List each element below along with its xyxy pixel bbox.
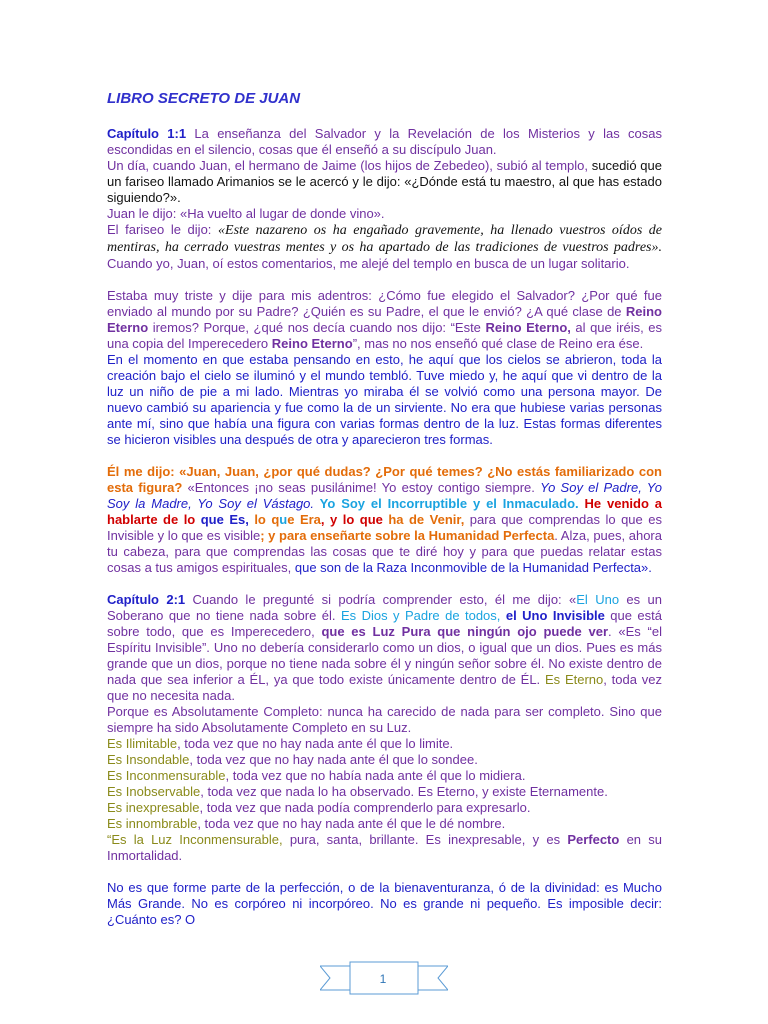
document-body: [107, 126, 662, 928]
emphasis-span: ; y para enseñarte sobre la Humanidad Perfecta: [260, 528, 555, 543]
emphasis-span: , y lo que: [320, 512, 383, 527]
text-span: , toda vez que no había nada ante él que lo midiera.: [225, 768, 526, 783]
paragraph-2: [107, 288, 662, 448]
emphasis-span: Reino Eterno,: [485, 320, 571, 335]
text-span: Juan le dijo: «Ha vuelto al lugar de donde vino».: [107, 206, 385, 221]
emphasis-span: que Es,: [195, 512, 249, 527]
text-span: ”, mas no nos enseñó qué clase de Reino era ése.: [352, 336, 644, 351]
text-span: Es Inobservable: [107, 784, 201, 799]
text-span: “Es la Luz Inconmensurable,: [107, 832, 283, 847]
chapter-heading: Capítulo 1:1: [107, 126, 187, 141]
text-span: , toda vez que no hay nada ante él que le dé nombre.: [197, 816, 506, 831]
text-span: Es Dios y Padre de todos,: [340, 608, 501, 623]
quote-span: «Este nazareno os ha engañado gravemente, ha llenado vuestros oídos de mentiras, ha cerrado vuestras mentes y os ha apartado de las tradiciones de vuestros padres».: [107, 223, 662, 255]
text-span: que son de la Raza Inconmovible de la Humanidad Perfecta».: [291, 560, 652, 575]
text-span: Cuando le pregunté si podría comprender esto, él me dijo: «: [185, 592, 577, 607]
text-span: pura, santa, brillante. Es inexpresable, y es: [282, 832, 568, 847]
text-span: sucedió que un fariseo llamado Arimanios se le acercó y le dijo: «¿Dónde está tu maestro, al que has estado siguiendo?».: [107, 158, 662, 205]
chapter-heading: Capítulo 2:1: [107, 592, 186, 607]
emphasis-span: ha de Venir,: [382, 512, 465, 527]
text-span: Es inexpresable: [107, 800, 200, 815]
text-span: . «Es “el Espíritu Invisible”. Uno no debería considerarlo como un dios, o igual que un dios. Pues es más grande que un dios, porque no tiene nada sobre él y ningún señor sobre él. No existe dentro de nada que sea inferior a ÉL, ya que todo existe únicamente dentro de ÉL.: [107, 624, 662, 687]
emphasis-span: lo q: [248, 512, 280, 527]
text-span: . Alza, pues, ahora tu cabeza, para que comprendas las cosas que te diré hoy y para que puedas relatar estas cosas a tus amigos espirituales,: [107, 528, 662, 575]
document-title: LIBRO SECRETO DE JUAN: [107, 90, 301, 107]
text-span: al que iréis, es una copia del Imperecedero: [107, 320, 662, 351]
text-span: que está sobre todo, que es Imperecedero,: [107, 608, 662, 639]
text-span: No es que forme parte de la perfección, o de la bienaventuranza, ó de la divinidad: es Mucho Más Grande. No es corpóreo ni incorpóreo. No es grande ni pequeño. Es imposible decir: ¿Cuánto es? O: [107, 880, 662, 927]
text-span: Estaba muy triste y dije para mis adentros: ¿Cómo fue elegido el Salvador? ¿Por qué fue enviado al mundo por su Padre? ¿Quién es su Padre, el que le envió? ¿A qué clase de: [107, 288, 662, 319]
text-span: , toda vez que no necesita nada.: [107, 672, 662, 703]
text-span: Es Insondable: [107, 752, 190, 767]
paragraph-1: [107, 126, 662, 272]
emphasis-span: el Uno Invisible: [500, 608, 605, 623]
text-span: Es innombrable: [107, 816, 198, 831]
text-span: iremos? Porque, ¿qué nos decía cuando nos dijo: “Este: [148, 320, 486, 335]
emphasis-span: Yo Soy el Incorruptible y el Inmaculado.: [314, 496, 579, 511]
text-span: , toda vez que nada lo ha observado. Es Eterno, y existe Eternamente.: [200, 784, 608, 799]
text-span: en su Inmortalidad.: [107, 832, 662, 863]
emphasis-span: Él me dijo: «Juan, Juan, ¿por qué dudas? ¿Por qué temes? ¿No estás familiarizado con esta figura?: [107, 464, 662, 495]
text-span: Yo Soy el Padre, Yo Soy la Madre, Yo Soy el Vástago.: [107, 480, 662, 511]
text-span: Un día, cuando Juan, el hermano de Jaime (los hijos de Zebedeo), subió al templo,: [107, 158, 588, 173]
text-span: En el momento en que estaba pensando en esto, he aquí que los cielos se abrieron, toda la creación bajo el cielo se iluminó y el mundo tembló. Tuve miedo y, he aquí que vi dentro de la luz un niño de pie a mi lado. Mientras yo miraba él se volvió como una persona mayor. De nuevo cambió su apariencia y fue como la de un sirviente. No era que hubiese varias personas ante mí, sino que había una figura con varias formas dentro de la luz. Estas formas diferentes se hicieron visibles una después de otra y aparecieron tres formas.: [107, 352, 662, 447]
text-span: Es Eterno: [544, 672, 604, 687]
text-span: Es Ilimitable: [107, 736, 178, 751]
paragraph-3: [107, 464, 662, 576]
emphasis-span: Perfecto: [567, 832, 620, 847]
text-span: Es Inconmensurable: [107, 768, 226, 783]
emphasis-span: e Era: [287, 512, 321, 527]
text-span: , toda vez que no hay nada ante él que lo limite.: [177, 736, 454, 751]
text-span: Cuando yo, Juan, oí estos comentarios, me alejé del templo en busca de un lugar solitario.: [107, 256, 630, 271]
text-span: , toda vez que no hay nada ante él que lo sondee.: [189, 752, 478, 767]
text-span: El fariseo le dijo:: [107, 222, 219, 237]
text-span: El Uno: [576, 592, 620, 607]
emphasis-span: Reino Eterno: [271, 336, 353, 351]
text-span: , toda vez que nada podía comprenderlo para expresarlo.: [199, 800, 531, 815]
emphasis-span: que es Luz Pura que ningún ojo puede ver: [321, 624, 609, 639]
paragraph-4: [107, 592, 662, 864]
page-number: 1: [379, 972, 387, 986]
text-span: La enseñanza del Salvador y la Revelación de los Misterios y las cosas escondidas en el silencio, cosas que él enseñó a su discípulo Juan.: [107, 126, 662, 157]
emphasis-span: u: [279, 512, 288, 527]
emphasis-span: He venido a hablarte de lo: [107, 496, 663, 527]
text-span: para que comprendas lo que es Invisible y lo que es visible: [107, 512, 662, 543]
text-span: «Entonces ¡no seas pusilánime! Yo estoy contigo siempre.: [182, 480, 541, 495]
emphasis-span: Reino Eterno: [107, 304, 662, 335]
paragraph-5: [107, 880, 662, 928]
text-span: Porque es Absolutamente Completo: nunca ha carecido de nada para ser completo. Sino que siempre ha sido Absolutamente Completo en su Luz.: [107, 704, 662, 735]
text-span: es un Soberano que no tiene nada sobre él.: [107, 592, 662, 623]
